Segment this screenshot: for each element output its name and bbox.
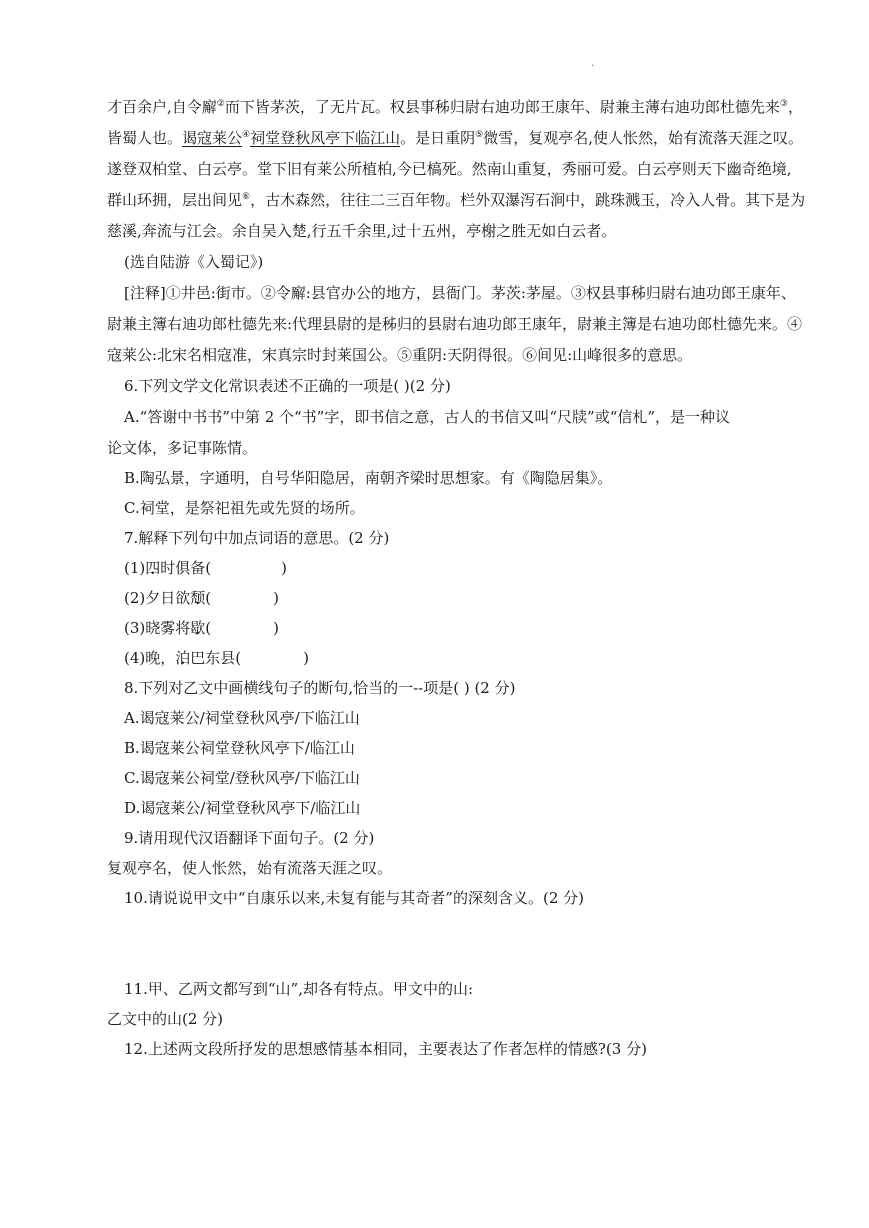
notes-line-2: 尉兼主簿右迪功郎杜德先来:代理县尉的是秭归的县尉右迪功郎王康年，尉兼主簿是右迪功郎杜德先来。④ xyxy=(107,315,803,333)
question-7: 7.解释下列句中加点词语的意思。(2 分) xyxy=(124,529,390,547)
notes-line-3: 寇莱公:北宋名相寇准，宋真宗时封莱国公。⑤重阴:天阴得很。⑥间见:山峰很多的意思。 xyxy=(107,346,693,364)
question-10: 10.请说说甲文中“自康乐以来,未复有能与其奇者”的深刻含义。(2 分) xyxy=(124,889,584,907)
question-7-item-2: (2)夕日欲颓( ) xyxy=(124,589,279,607)
question-6: 6.下列文学文化常识表述不正确的一项是( )(2 分) xyxy=(124,377,451,395)
notes-line-1: [注释]①井邑:街市。②令廨:县官办公的地方，县衙门。茅茨:茅屋。③权县事秭归尉右迪功郎王康年、 xyxy=(124,284,796,302)
passage-line-3: 遂登双柏堂、白云亭。堂下旧有莱公所植柏,今已槁死。然南山重复，秀丽可爱。白云亭则天下幽奇绝境, xyxy=(107,160,792,178)
question-8: 8.下列对乙文中画横线句子的断句,恰当的一--项是( ) (2 分) xyxy=(124,679,516,697)
question-6-option-a-cont: 论文体，多记事陈情。 xyxy=(107,439,258,457)
question-6-option-c: C.祠堂，是祭祀祖先或先贤的场所。 xyxy=(124,499,365,517)
question-11: 11.甲、乙两文都写到“山”,却各有特点。甲文中的山: xyxy=(124,980,474,998)
question-9: 9.请用现代汉语翻译下面句子。(2 分) xyxy=(124,829,375,847)
question-8-option-d: D.谒寇莱公/祠堂登秋风亭下/临江山 xyxy=(124,799,361,817)
question-9-text: 复观亭名，使人怅然，始有流落天涯之叹。 xyxy=(107,859,393,877)
underlined-sentence-part2: 祠堂登秋风亭下临江山 xyxy=(250,129,401,147)
dotted-word: 泊 xyxy=(175,649,191,667)
question-8-option-a: A.谒寇莱公/祠堂登秋风亭/下临江山 xyxy=(124,709,360,727)
header-mark: . xyxy=(591,58,595,69)
question-11-part-b: 乙文中的山(2 分) xyxy=(107,1010,224,1028)
question-7-item-4: (4)晚，泊巴东县( ) xyxy=(124,649,309,667)
question-7-item-1: (1)四时俱备( ) xyxy=(124,559,287,577)
question-6-option-b: B.陶弘景，字通明，自号华阳隐居，南朝齐梁时思想家。有《陶隐居集》。 xyxy=(124,469,613,487)
dotted-word: 颓 xyxy=(190,589,206,607)
question-12: 12.上述两文段所抒发的思想感情基本相同，主要表达了作者怎样的情感?(3 分) xyxy=(124,1040,647,1058)
source-citation: (选自陆游《入蜀记》) xyxy=(124,253,264,271)
question-8-option-b: B.谒寇莱公祠堂登秋风亭下/临江山 xyxy=(124,739,355,757)
passage-line-4: 群山环拥，层出间见⑥，古木森然，往往二三百年物。栏外双瀑泻石涧中，跳珠溅玉，冷入人骨。其下是为 xyxy=(107,191,806,209)
underlined-sentence-part1: 谒寇莱公 xyxy=(182,129,243,147)
question-7-item-3: (3)晓雾将歇( ) xyxy=(124,619,279,637)
passage-line-5: 慈溪,奔流与江会。余自吴入楚,行五千余里,过十五州，亭榭之胜无如白云者。 xyxy=(107,222,617,240)
question-8-option-c: C.谒寇莱公祠堂/登秋风亭/下临江山 xyxy=(124,769,360,787)
passage-line-2: 皆蜀人也。谒寇莱公④祠堂登秋风亭下临江山。是日重阴⑤微雪，复观亭名,使人怅然，始有流落天涯之叹。 xyxy=(107,129,803,147)
passage-line-1: 才百余户,自令廨②而下皆茅茨，了无片瓦。权县事秭归尉右迪功郎王康年、尉兼主薄右迪功郎杜德先来③， xyxy=(107,98,803,116)
dotted-word: 歇 xyxy=(190,619,206,637)
dotted-word: 四 xyxy=(145,559,161,577)
question-6-option-a: A.“答谢中书书”中第 2 个“书”字，即书信之意，古人的书信又叫“尺牍”或“信札”，是一种议 xyxy=(124,408,731,426)
